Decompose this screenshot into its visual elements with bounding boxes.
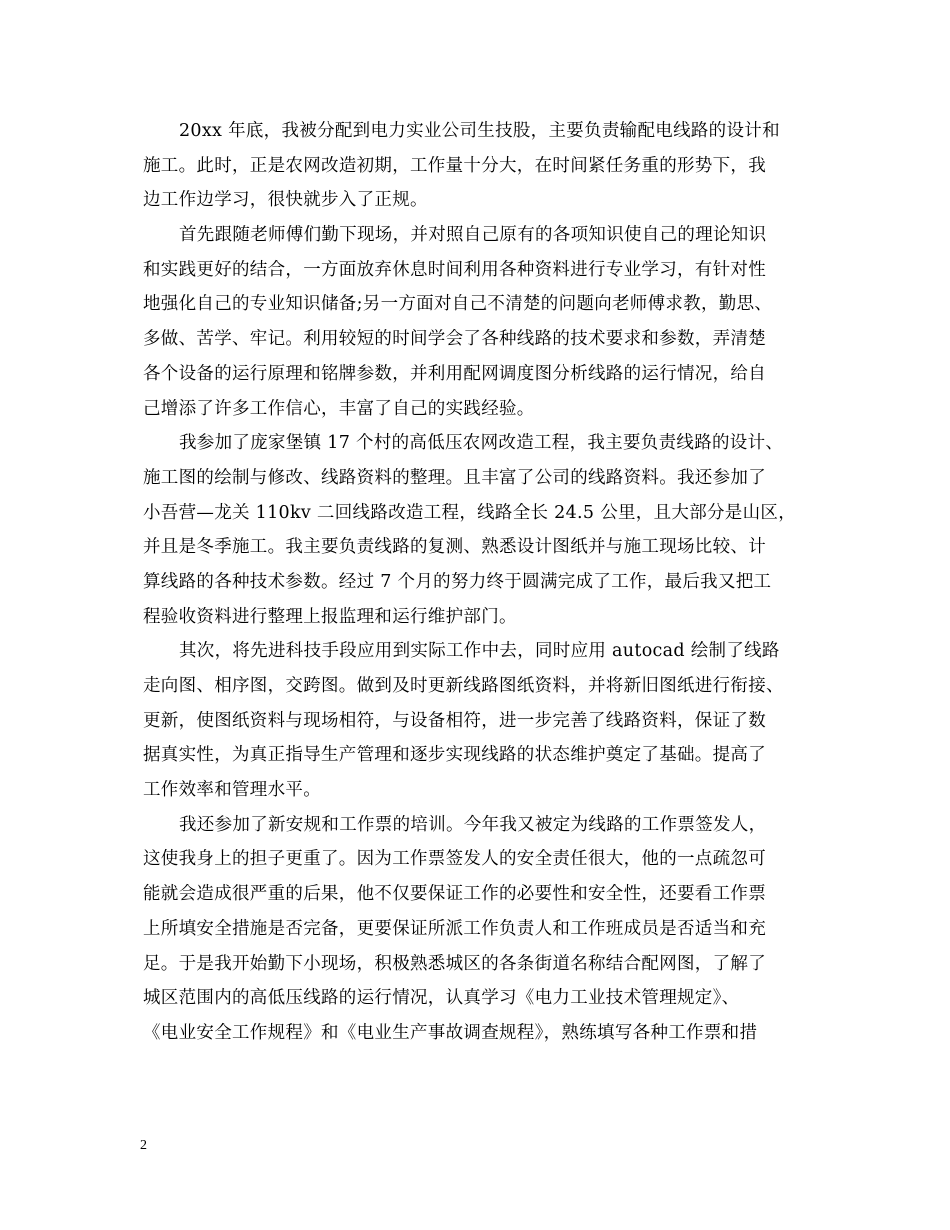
text-line: 这使我身上的担子更重了。因为工作票签发人的安全责任很大，他的一点疏忽可 — [143, 849, 766, 870]
text-line: 城区范围内的高低压线路的运行情况，认真学习《电力工业技术管理规定》、 — [143, 988, 740, 1009]
text-line: 能就会造成很严重的后果，他不仅要保证工作的必要性和安全性，还要看工作票 — [143, 884, 766, 905]
text-line: 首先跟随老师傅们勤下现场，并对照自己原有的各项知识使自己的理论知识 — [179, 225, 767, 246]
text-line: 己增添了许多工作信心，丰富了自己的实践经验。 — [143, 398, 535, 419]
text-line: 施工。此时，正是农网改造初期，工作量十分大，在时间紧任务重的形势下，我 — [143, 155, 766, 176]
text-line: 边工作边学习，很快就步入了正规。 — [143, 190, 428, 211]
page-number: 2 — [140, 1138, 147, 1153]
text-line: 和实践更好的结合，一方面放弃休息时间利用各种资料进行专业学习，有针对性 — [143, 259, 766, 280]
text-line: 更新，使图纸资料与现场相符，与设备相符，进一步完善了线路资料，保证了数 — [143, 710, 766, 731]
text-line: 《电业安全工作规程》和《电业生产事故调查规程》，熟练填写各种工作票和措 — [143, 1022, 758, 1043]
text-line: 小吾营—龙关 110kv 二回线路改造工程，线路全长 24.5 公里，且大部分是山区， — [143, 502, 797, 523]
text-line: 20xx 年底，我被分配到电力实业公司生技股，主要负责输配电线路的设计和 — [179, 121, 780, 141]
text-line: 程验收资料进行整理上报监理和运行维护部门。 — [143, 606, 517, 627]
text-line: 据真实性，为真正指导生产管理和逐步实现线路的状态维护奠定了基础。提高了 — [143, 745, 766, 766]
text-line: 工作效率和管理水平。 — [143, 780, 321, 801]
text-line: 地强化自己的专业知识储备;另一方面对自己不清楚的问题向老师傅求教，勤思、 — [143, 294, 773, 315]
text-line: 足。于是我开始勤下小现场，积极熟悉城区的各条街道名称结合配网图，了解了 — [143, 953, 766, 974]
text-line: 多做、苦学、牢记。利用较短的时间学会了各种线路的技术要求和参数，弄清楚 — [143, 329, 766, 350]
text-line: 走向图、相序图，交跨图。做到及时更新线路图纸资料，并将新旧图纸进行衔接、 — [143, 676, 784, 696]
text-line: 各个设备的运行原理和铭牌参数，并利用配网调度图分析线路的运行情况，给自 — [143, 363, 766, 384]
text-line: 我还参加了新安规和工作票的培训。今年我又被定为线路的工作票签发人， — [179, 814, 767, 835]
text-line: 我参加了庞家堡镇 17 个村的高低压农网改造工程，我主要负责线路的设计、 — [179, 433, 784, 454]
text-line: 其次，将先进科技手段应用到实际工作中去，同时应用 autocad 绘制了线路 — [179, 641, 780, 662]
text-line: 算线路的各种技术参数。经过 7 个月的努力终于圆满完成了工作，最后我又把工 — [143, 571, 772, 592]
text-line: 上所填安全措施是否完备，更要保证所派工作负责人和工作班成员是否适当和充 — [143, 918, 766, 939]
text-line: 并且是冬季施工。我主要负责线路的复测、熟悉设计图纸并与施工现场比较、计 — [143, 537, 766, 558]
body-text — [143, 114, 825, 1051]
text-line: 施工图的绘制与修改、线路资料的整理。且丰富了公司的线路资料。我还参加了 — [143, 467, 766, 488]
